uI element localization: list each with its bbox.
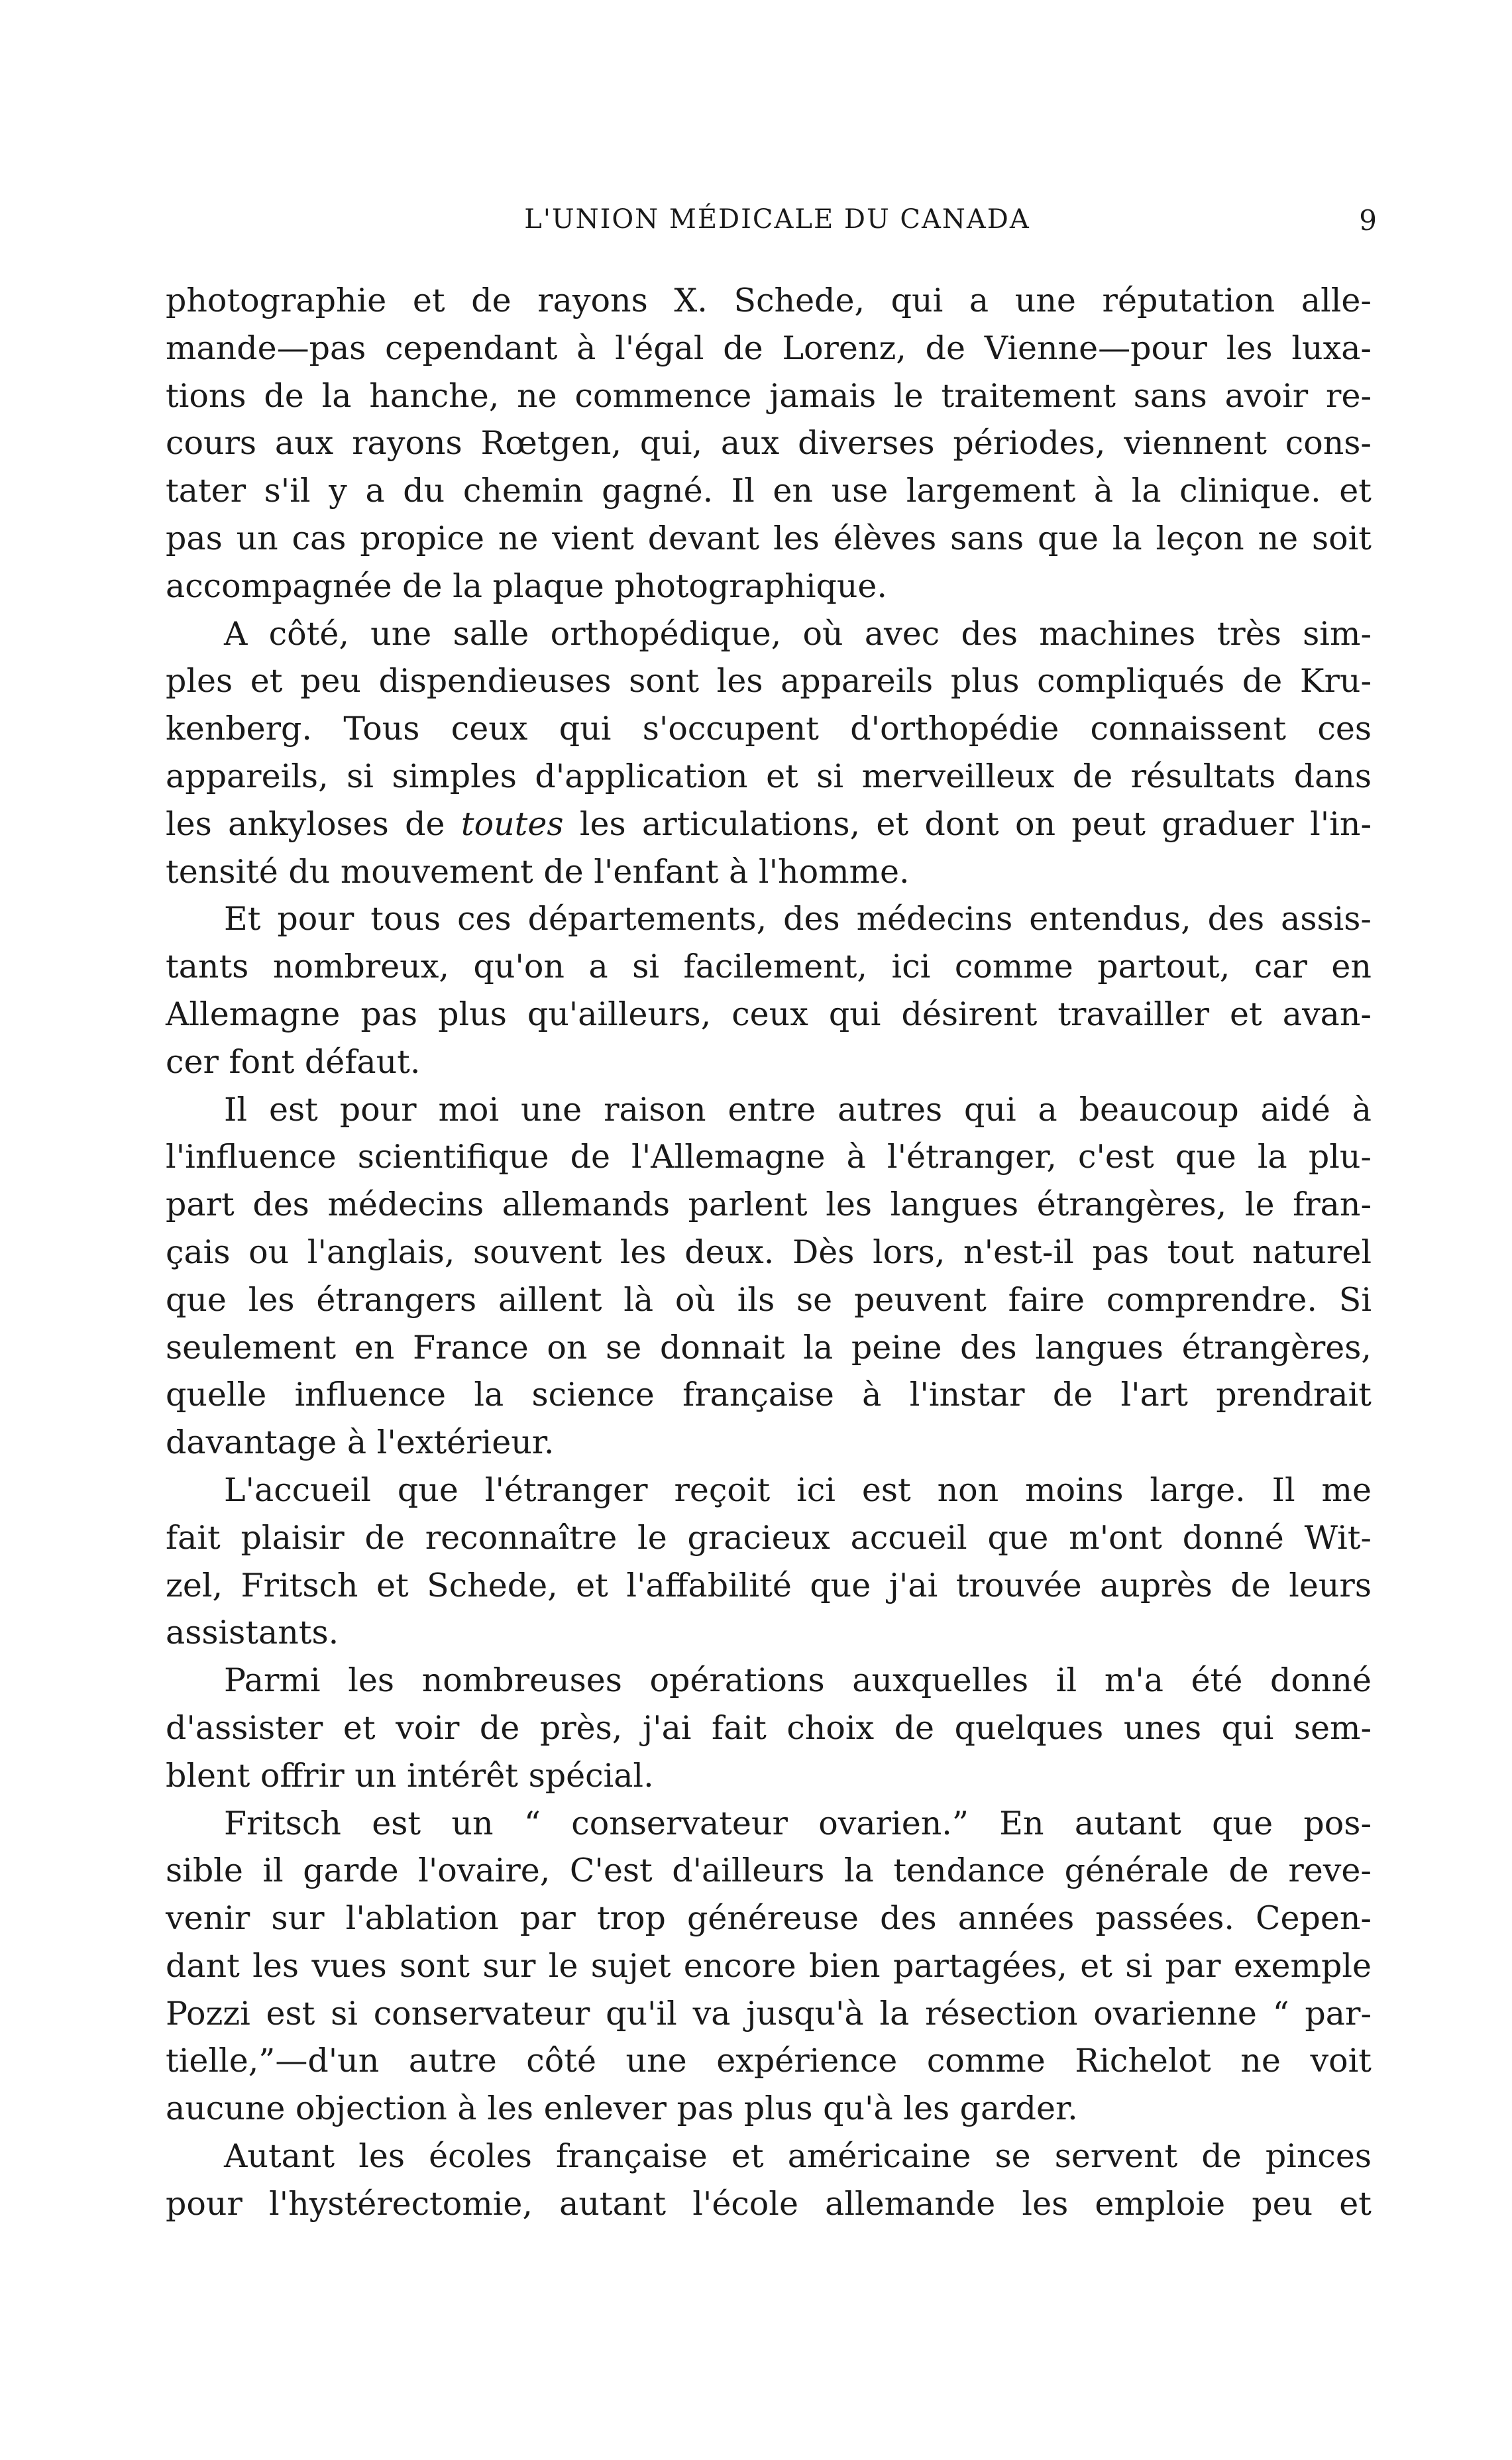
text-line: Il est pour moi une raison entre autres qui a beaucoup aidé à bbox=[224, 1090, 1372, 1129]
text-line: assistants. bbox=[166, 1614, 339, 1652]
text-line: tensité du mouvement de l'enfant à l'homme. bbox=[166, 852, 910, 891]
page-number: 9 bbox=[1359, 204, 1377, 237]
text-line: ples et peu dispendieuses sont les appareils plus compliqués de Kru- bbox=[166, 662, 1372, 700]
text-line: kenberg. Tous ceux qui s'occupent d'orthopédie connaissent ces bbox=[166, 710, 1372, 748]
running-head bbox=[178, 204, 1377, 244]
text-line: tions de la hanche, ne commence jamais le traitement sans avoir re- bbox=[166, 376, 1372, 415]
text-line: d'assister et voir de près, j'ai fait choix de quelques unes qui sem- bbox=[166, 1708, 1372, 1747]
text-line: accompagnée de la plaque photographique. bbox=[166, 567, 888, 605]
text-line: appareils, si simples d'application et si merveilleux de résultats dans bbox=[166, 757, 1372, 795]
text-line: cer font défaut. bbox=[166, 1042, 421, 1081]
text-line: Autant les écoles française et américaine se servent de pinces bbox=[224, 2137, 1372, 2176]
text-line: cours aux rayons Rœtgen, qui, aux diverses périodes, viennent cons- bbox=[166, 424, 1372, 463]
text-line: que les étrangers aillent là où ils se peuvent faire comprendre. Si bbox=[166, 1280, 1372, 1319]
text-line: tants nombreux, qu'on a si facilement, ici comme partout, car en bbox=[166, 948, 1372, 986]
text-line: L'accueil que l'étranger reçoit ici est non moins large. Il me bbox=[224, 1471, 1372, 1509]
text-line: quelle influence la science française à l'instar de l'art prendrait bbox=[166, 1376, 1372, 1414]
text-line: dant les vues sont sur le sujet encore bien partagées, et si par exemple bbox=[166, 1946, 1372, 1985]
text-line: Allemagne pas plus qu'ailleurs, ceux qui désirent travailler et avan- bbox=[166, 995, 1372, 1033]
italic-word: toutes bbox=[460, 805, 564, 843]
text-line: seulement en France on se donnait la peine des langues étrangères, bbox=[166, 1328, 1372, 1367]
text-line: pour l'hystérectomie, autant l'école allemande les emploie peu et bbox=[166, 2184, 1372, 2223]
running-title: L'UNION MÉDICALE DU CANADA bbox=[524, 204, 1030, 235]
text-line: l'influence scientifique de l'Allemagne à l'étranger, c'est que la plu- bbox=[166, 1138, 1372, 1176]
text-line: Parmi les nombreuses opérations auxquelles il m'a été donné bbox=[224, 1661, 1372, 1700]
text-line: mande—pas cependant à l'égal de Lorenz, de Vienne—pour les luxa- bbox=[166, 329, 1372, 367]
text-line: photographie et de rayons X. Schede, qui a une réputation alle- bbox=[166, 282, 1372, 319]
text-line: davantage à l'extérieur. bbox=[166, 1424, 555, 1462]
body-text bbox=[166, 277, 1372, 2228]
text-line: venir sur l'ablation par trop généreuse des années passées. Cepen- bbox=[166, 1899, 1372, 1938]
text-line: fait plaisir de reconnaître le gracieux accueil que m'ont donné Wit- bbox=[166, 1518, 1372, 1557]
text-line: zel, Fritsch et Schede, et l'affabilité que j'ai trouvée auprès de leurs bbox=[166, 1566, 1372, 1604]
text-line: sible il garde l'ovaire, C'est d'ailleurs la tendance générale de reve- bbox=[166, 1852, 1372, 1890]
text-line: tielle,”—d'un autre côté une expérience comme Richelot ne voit bbox=[166, 2042, 1372, 2080]
text-line-with-italic bbox=[166, 801, 1372, 848]
text-line: part des médecins allemands parlent les langues étrangères, le fran- bbox=[166, 1186, 1372, 1224]
text-line: Et pour tous ces départements, des médecins entendus, des assis- bbox=[224, 900, 1372, 938]
text-segment: les ankyloses de bbox=[166, 805, 461, 843]
text-line: tater s'il y a du chemin gagné. Il en use largement à la clinique. et bbox=[166, 472, 1372, 510]
text-line: Fritsch est un “ conservateur ovarien.” En autant que pos- bbox=[224, 1804, 1372, 1842]
text-line: blent offrir un intérêt spécial. bbox=[166, 1756, 654, 1795]
text-line: Pozzi est si conservateur qu'il va jusqu'à la résection ovarienne “ par- bbox=[166, 1994, 1372, 2033]
text-segment: les articulations, et dont on peut graduer l'in- bbox=[563, 805, 1372, 843]
text-line: aucune objection à les enlever pas plus qu'à les garder. bbox=[166, 2090, 1078, 2128]
text-line: çais ou l'anglais, souvent les deux. Dès lors, n'est-il pas tout naturel bbox=[166, 1233, 1372, 1271]
text-line: pas un cas propice ne vient devant les élèves sans que la leçon ne soit bbox=[166, 519, 1372, 557]
text-line: A côté, une salle orthopédique, où avec des machines très sim- bbox=[224, 614, 1372, 653]
